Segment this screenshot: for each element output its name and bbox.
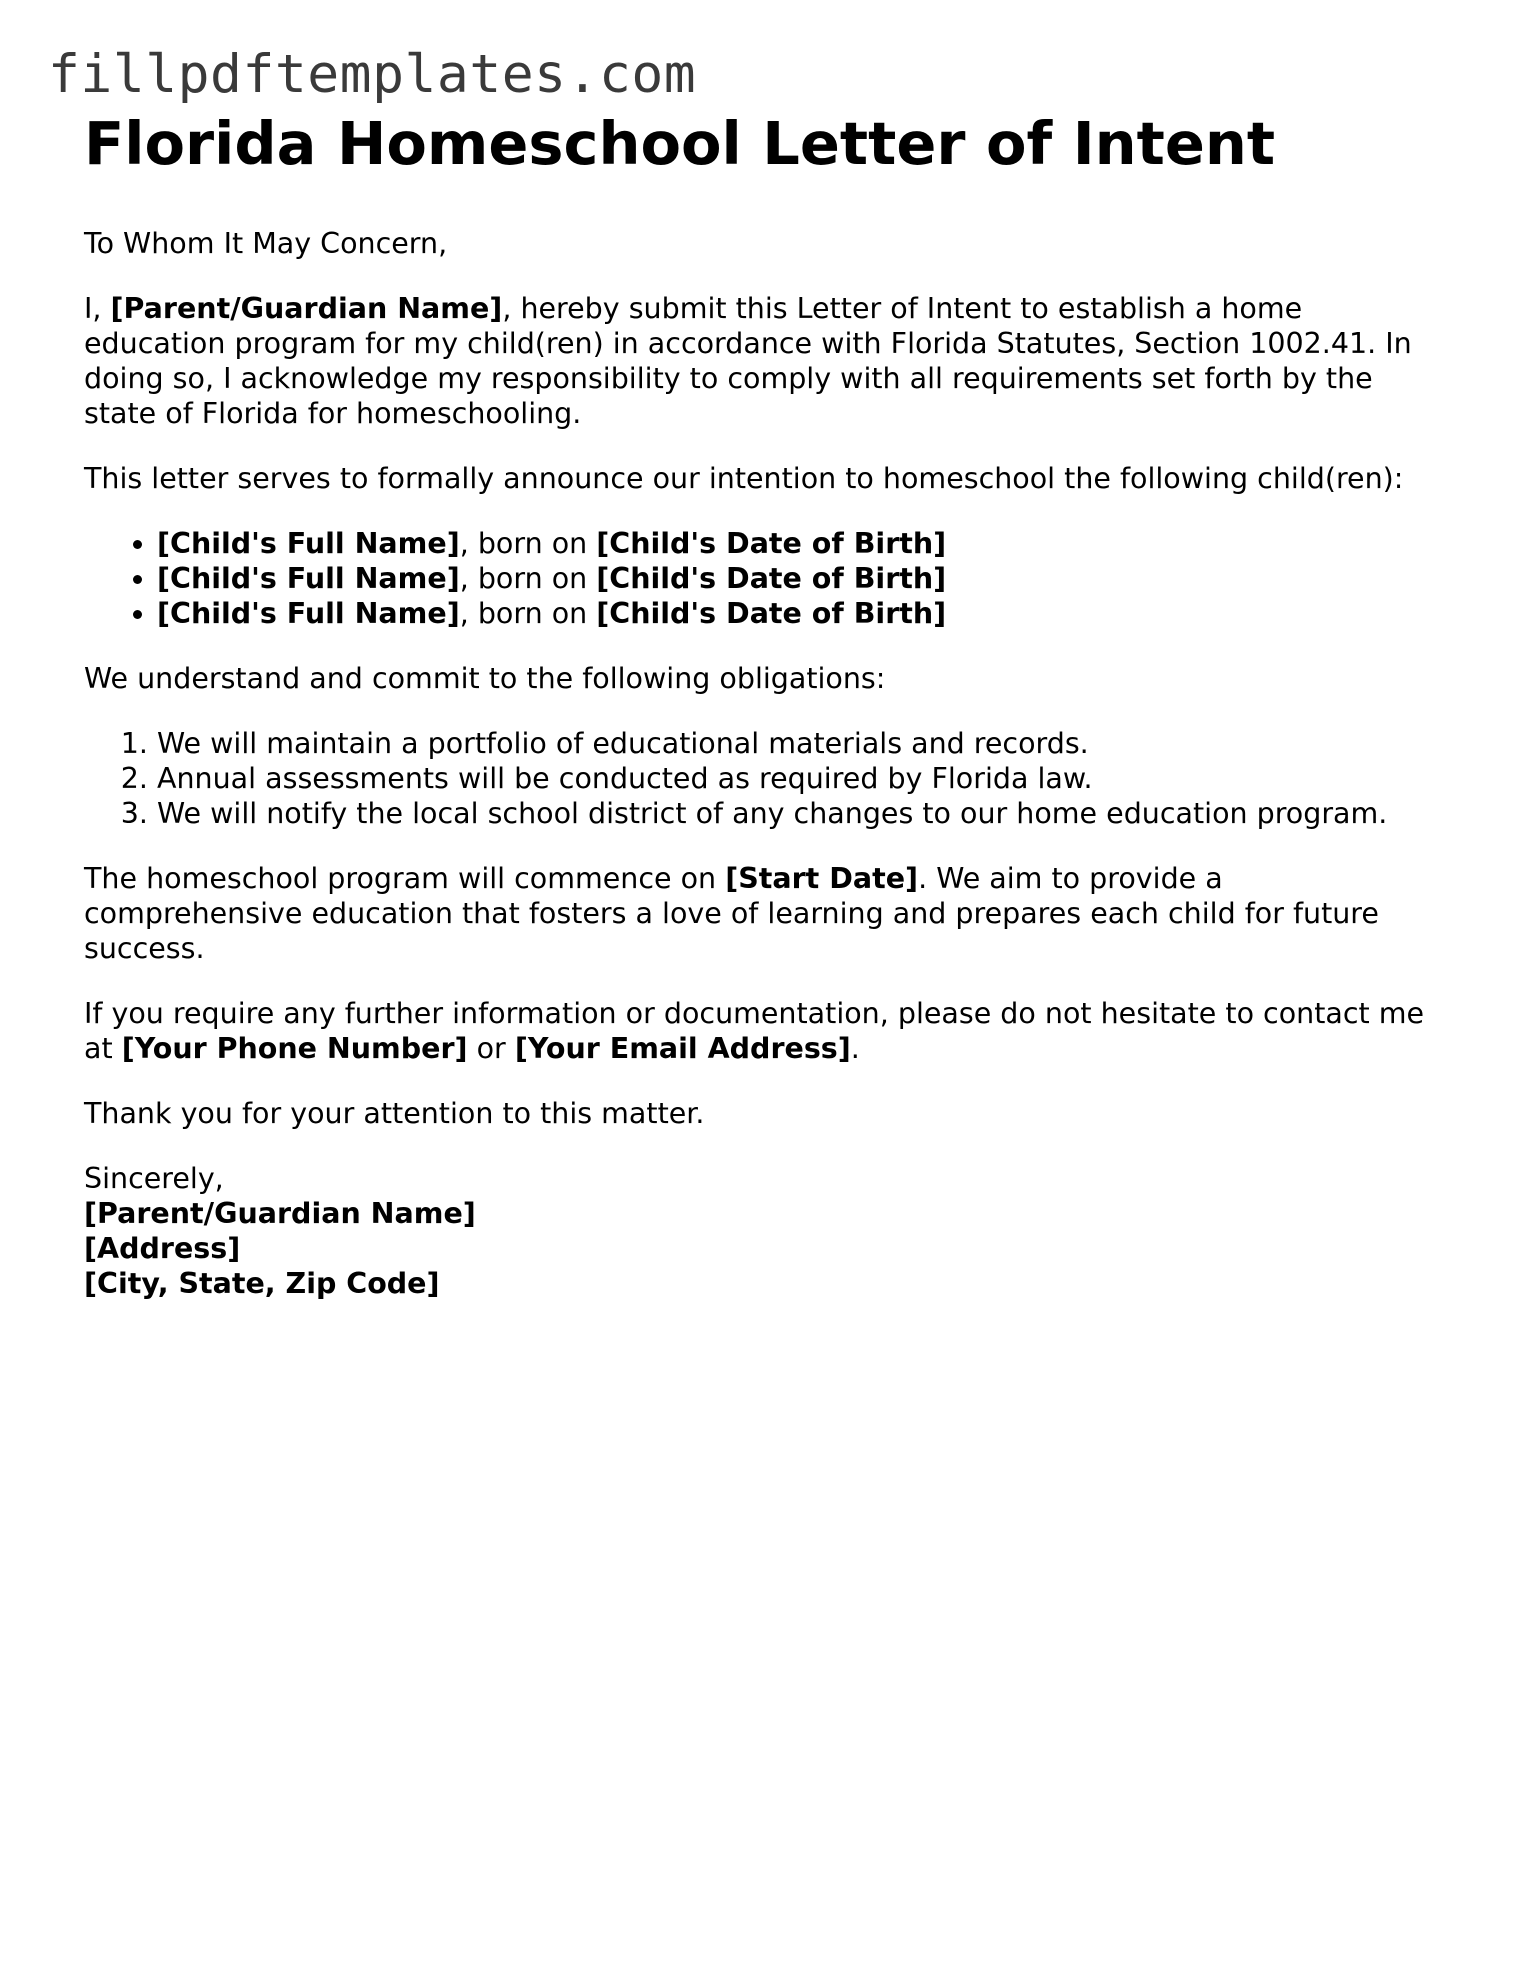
announce-paragraph: This letter serves to formally announce our intention to homeschool the following child(ren): [84, 462, 1404, 495]
email-placeholder: [Your Email Address] [514, 1032, 851, 1065]
list-item [157, 596, 1444, 631]
signature-city-placeholder: [City, State, Zip Code] [84, 1267, 440, 1300]
page-title: Florida Homeschool Letter of Intent [84, 109, 1276, 178]
commence-text: . We aim to provide a comprehensive education that fosters a love of learning and prepares each child for future success. [84, 862, 1379, 965]
list-item: 1. We will maintain a portfolio of educational materials and records. [157, 726, 1444, 761]
start-date-placeholder: [Start Date] [725, 862, 919, 895]
child-name-placeholder: [Child's Full Name] [157, 597, 460, 630]
obligations-intro: We understand and commit to the following obligations: [84, 662, 886, 695]
child-dob-placeholder: [Child's Date of Birth] [596, 597, 947, 630]
list-item [157, 526, 1444, 561]
salutation: To Whom It May Concern, [84, 227, 448, 260]
child-dob-placeholder: [Child's Date of Birth] [596, 562, 947, 595]
signature-name-placeholder: [Parent/Guardian Name] [84, 1197, 476, 1230]
child-name-placeholder: [Child's Full Name] [157, 527, 460, 560]
list-item [157, 561, 1444, 596]
born-on-text: , born on [459, 527, 597, 560]
contact-paragraph [84, 996, 1444, 1066]
contact-or: or [467, 1032, 515, 1065]
commence-prefix: The homeschool program will commence on [84, 862, 726, 895]
phone-placeholder: [Your Phone Number] [121, 1032, 468, 1065]
intro-paragraph [84, 291, 1444, 431]
parent-name-placeholder: [Parent/Guardian Name] [110, 292, 503, 325]
child-dob-placeholder: [Child's Date of Birth] [596, 527, 947, 560]
letter-page [84, 104, 1444, 1301]
contact-prefix: If you require any further information or documentation, please do not hesitate to contact me at [84, 997, 1425, 1065]
obligations-list [84, 726, 1444, 831]
child-name-placeholder: [Child's Full Name] [157, 562, 460, 595]
letter-body [84, 226, 1444, 1301]
thanks-paragraph: Thank you for your attention to this matter. [84, 1097, 705, 1130]
list-item: 3. We will notify the local school district of any changes to our home education program. [157, 796, 1444, 831]
list-item: 2. Annual assessments will be conducted as required by Florida law. [157, 761, 1444, 796]
commence-paragraph [84, 861, 1444, 966]
born-on-text: , born on [459, 597, 597, 630]
children-list [84, 526, 1444, 631]
site-watermark: fillpdftemplates.com [48, 44, 697, 105]
closing: Sincerely, [84, 1162, 224, 1195]
contact-suffix: . [850, 1032, 860, 1065]
intro-prefix: I, [84, 292, 111, 325]
signature-block [84, 1161, 1444, 1301]
intro-text: , hereby submit this Letter of Intent to establish a home education program for my child(ren) in accordance with Florida Statutes, Section 1002.41. In doing so, I acknowledge my responsibility to comply with all requirements set forth by the state of Florida for homeschooling. [84, 292, 1412, 430]
born-on-text: , born on [459, 562, 597, 595]
signature-address-placeholder: [Address] [84, 1232, 241, 1265]
